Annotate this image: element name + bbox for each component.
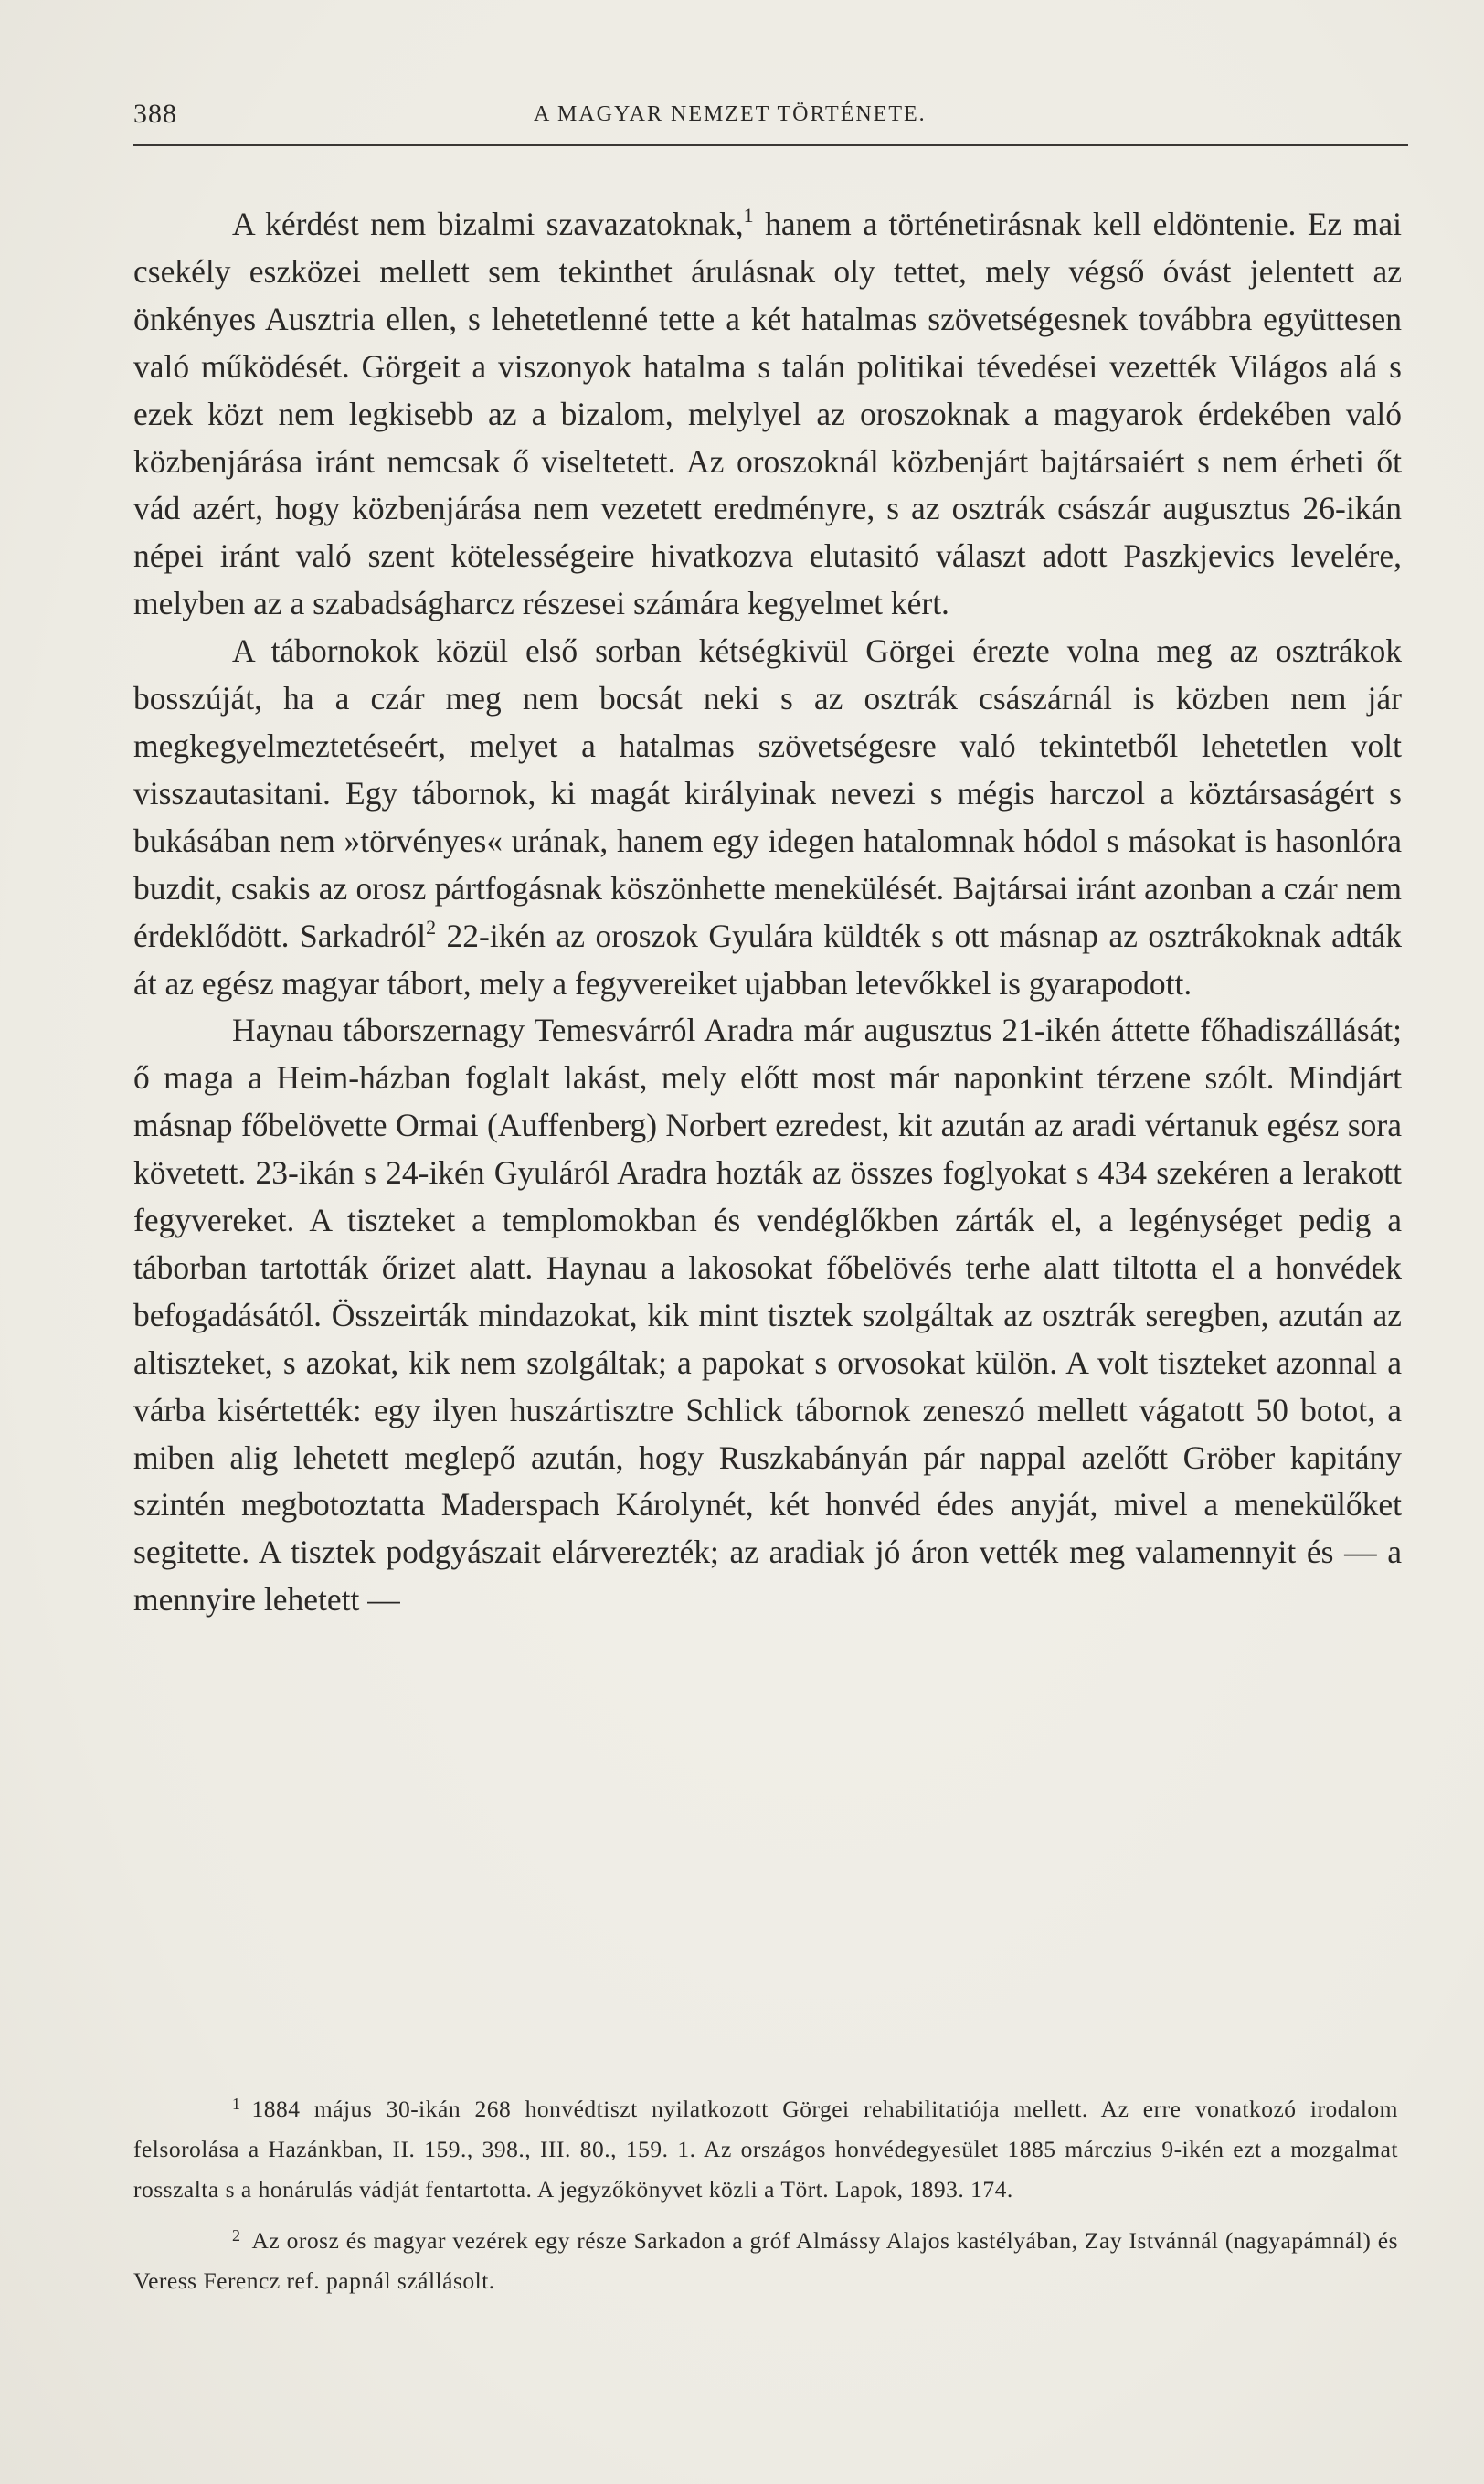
- running-title: A MAGYAR NEMZET TÖRTÉNETE.: [534, 102, 927, 126]
- footnote-1-mark: 1: [232, 2095, 241, 2113]
- header-rule: [133, 144, 1408, 146]
- body-text: [133, 201, 1402, 1624]
- footnote-1: [133, 2084, 1398, 2210]
- footnotes: [133, 2084, 1398, 2307]
- footnote-2: [133, 2215, 1398, 2301]
- paragraph-1-text-b: hanem a történetirásnak kell eldöntenie. Ez mai csekély eszközei mellett sem tekinthet árulásnak oly tettet, mely végső óvást jelentett az önkényes Ausztria ellen, s lehetetlenné tette a két hatalmas szövetségesnek továbbra együttesen való működését. Görgeit a viszonyok hatalma s talán politikai tévedései vezették Világos alá s ezek közt nem legkisebb az a bizalom, melylyel az oroszoknak a magyarok érdekében való közbenjárása iránt nemcsak ő viseltetett. Az oroszoknál közbenjárt bajtársaiért s nem érheti őt vád azért, hogy közbenjárása nem vezetett eredményre, s az osztrák császár augusztus 26-ikán népei iránt való szent kötelességeire hivatkozva elutasitó választ adott Paszkjevics levelére, melyben az a szabadságharcz részesei számára kegyelmet kért.: [133, 206, 1402, 622]
- running-head: [133, 99, 1404, 135]
- paragraph-2-text-a: A tábornokok közül első sorban kétségkivül Görgei érezte volna meg az osztrákok bosszúját, ha a czár meg nem bocsát neki s az osztrák császárnál is közben nem jár megkegyelmeztetéseért, melyet a hatalmas szövetségesre való tekintetből lehetetlen volt visszautasitani. Egy tábornok, ki magát királyinak nevezi s mégis harczol a köztársaságért s bukásában nem »törvényes« urának, hanem egy idegen hatalomnak hódol s másokat is hasonlóra buzdit, csakis az orosz pártfogásnak köszönhette menekülését. Bajtársai iránt azonban a czár nem érdeklődött. Sarkadról: [133, 632, 1402, 954]
- paragraph-2-text-b: 22-ikén az oroszok Gyulára küldték s ott másnap az osztrákoknak adták át az egész magyar tábort, mely a fegyvereiket ujabban letevőkkel is gyarapodott.: [133, 917, 1403, 1002]
- footnote-2-mark: 2: [232, 2226, 241, 2245]
- page-number: 388: [133, 99, 177, 129]
- paragraph-1: [133, 201, 1402, 628]
- paragraph-2: [133, 628, 1402, 1007]
- footnote-ref-1[interactable]: 1: [743, 204, 754, 227]
- paragraph-1-text-a: A kérdést nem bizalmi szavazatoknak,: [232, 206, 744, 242]
- footnote-ref-2[interactable]: 2: [426, 915, 437, 939]
- paragraph-3: Haynau táborszernagy Temesvárról Aradra már augusztus 21-ikén áttette főhadiszállását; ő maga a Heim-házban foglalt lakást, mely előtt most már naponkint térzene szólt. Mindjárt másnap főbelövette Ormai (Auffenberg) Norbert ezredest, kit azután az aradi vértanuk egész sora követett. 23-ikán s 24-ikén Gyuláról Aradra hozták az összes foglyokat s 434 szekéren a lerakott fegyvereket. A tiszteket a templomokban és vendéglőkben zárták el, a legénységet pedig a táborban tartották őrizet alatt. Haynau a lakosokat főbelövés terhe alatt tiltotta el a honvédek befogadásától. Összeirták mindazokat, kik mint tisztek szolgáltak az osztrák seregben, azután az altiszteket, s azokat, kik nem szolgáltak; a papokat s orvosokat külön. A volt tiszteket azonnal a várba kisértették: egy ilyen huszártisztre Schlick tábornok zeneszó mellett vágatott 50 botot, a miben alig lehetett meglepő azután, hogy Ruszkabányán pár nappal azelőtt Gröber kapitány szintén megbotoztatta Maderspach Károlynét, két honvéd édes anyját, mivel a menekülőket segitette. A tisztek podgyászait elárverezték; az aradiak jó áron vették meg valamennyit és — a mennyire lehetett —: [133, 1012, 1402, 1619]
- footnote-2-text: Az orosz és magyar vezérek egy része Sarkadon a gróf Almássy Alajos kastélyában, Zay Istvánnál (nagyapámnál) és Veress Ferencz ref. papnál szállásolt.: [133, 2227, 1398, 2294]
- footnote-1-text: 1884 május 30-ikán 268 honvédtiszt nyilatkozott Görgei rehabilitatiója mellett. Az erre vonatkozó irodalom felsorolása a Hazánkban, II. 159., 398., III. 80., 159. 1. Az országos honvédegyesület 1885 márczius 9-ikén ezt a mozgalmat rosszalta s a honárulás vádját fentartotta. A jegyzőkönyvet közli a Tört. Lapok, 1893. 174.: [133, 2096, 1398, 2203]
